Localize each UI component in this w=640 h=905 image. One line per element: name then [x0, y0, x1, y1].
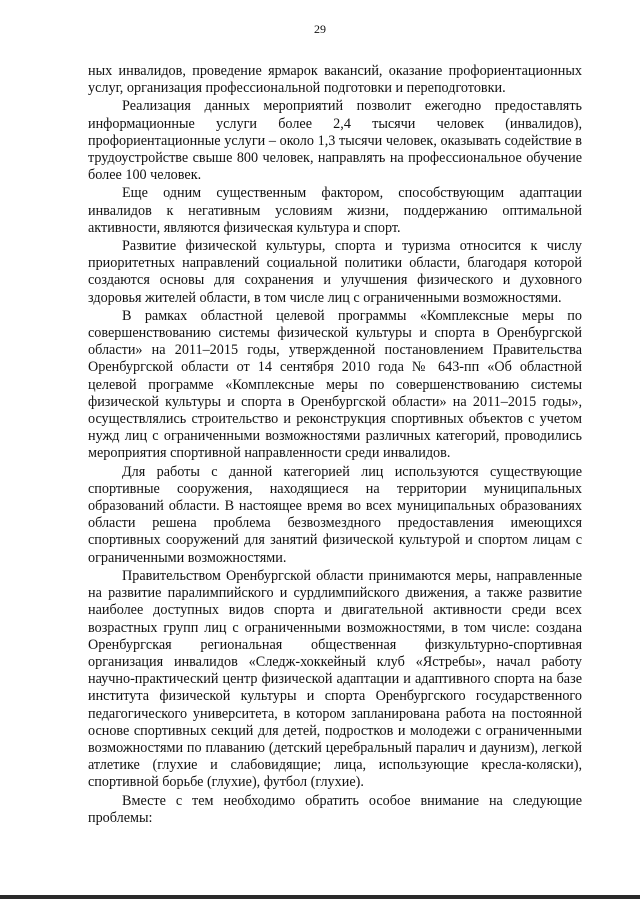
paragraph-5: В рамках областной целевой программы «Комплексные меры по совершенствованию системы физической культуры и спорта в Оренбургской области» на 2011–2015 годы, утвержденной постановлением Правительства Оренбургской области от 14 сентября 2010 года № 643-пп «Об областной целевой программе «Комплексные меры по совершенствованию системы физической культуры и спорта в Оренбургской области» на 2011–2015 годы», осуществлялись строительство и реконструкция спортивных объектов с учетом нужд лиц с ограниченными возможностями различных категорий, проводились мероприятия спортивной направленности среди инвалидов. — [88, 307, 582, 462]
paragraph-3: Еще одним существенным фактором, способствующим адаптации инвалидов к негативным условиям жизни, поддержанию оптимальной активности, являются физическая культура и спорт. — [88, 185, 582, 236]
paragraph-2: Реализация данных мероприятий позволит ежегодно предоставлять информационные услуги более 2,4 тысячи человек (инвалидов), профориентационные услуги – около 1,3 тысячи человек, оказывать содействие в трудоустройстве свыше 800 человек, направлять на профессиональное обучение более 100 человек. — [88, 98, 582, 184]
paragraph-4: Развитие физической культуры, спорта и туризма относится к числу приоритетных направлений социальной политики области, благодаря которой создаются основы для сохранения и улучшения физического и духовного здоровья жителей области, в том числе лиц с ограниченными возможностями. — [88, 238, 582, 306]
paragraph-1: ных инвалидов, проведение ярмарок вакансий, оказание профориентационных услуг, организация профессиональной подготовки и переподготовки. — [88, 63, 582, 97]
bottom-rule — [0, 895, 640, 899]
paragraph-6: Для работы с данной категорией лиц используются существующие спортивные сооружения, находящиеся на территории муниципальных образований области. В настоящее время во всех муниципальных образованиях области решена проблема безвозмездного предоставления имеющихся спортивных сооружений для занятий физической культурой и спортом лицам с ограниченными возможностями. — [88, 463, 582, 566]
page-number: 29 — [314, 22, 326, 36]
paragraph-8: Вместе с тем необходимо обратить особое внимание на следующие проблемы: — [88, 792, 582, 826]
paragraph-7: Правительством Оренбургской области принимаются меры, направленные на развитие паралимпийского и сурдлимпийского движения, а также развитие наиболее доступных видов спорта и двигательной активности среди всех возрастных групп лиц с ограниченными возможностями, в том числе: создана Оренбургская региональная общественная физкультурно-спортивная организация инвалидов «Следж-хоккейный клуб «Ястребы», начал работу научно-практический центр физической адаптации и адаптивного спорта на базе института физической культуры и спорта Оренбургского государственного педагогического университета, в котором запланирована работа на постоянной основе спортивных секций для детей, подростков и молодежи с ограниченными возможностями по плаванию (детский церебральный паралич и даунизм), легкой атлетике (глухие и слабовидящие; лица, использующие кресла-коляски), спортивной борьбе (глухие), футбол (глухие). — [88, 567, 582, 791]
document-body — [88, 63, 582, 827]
